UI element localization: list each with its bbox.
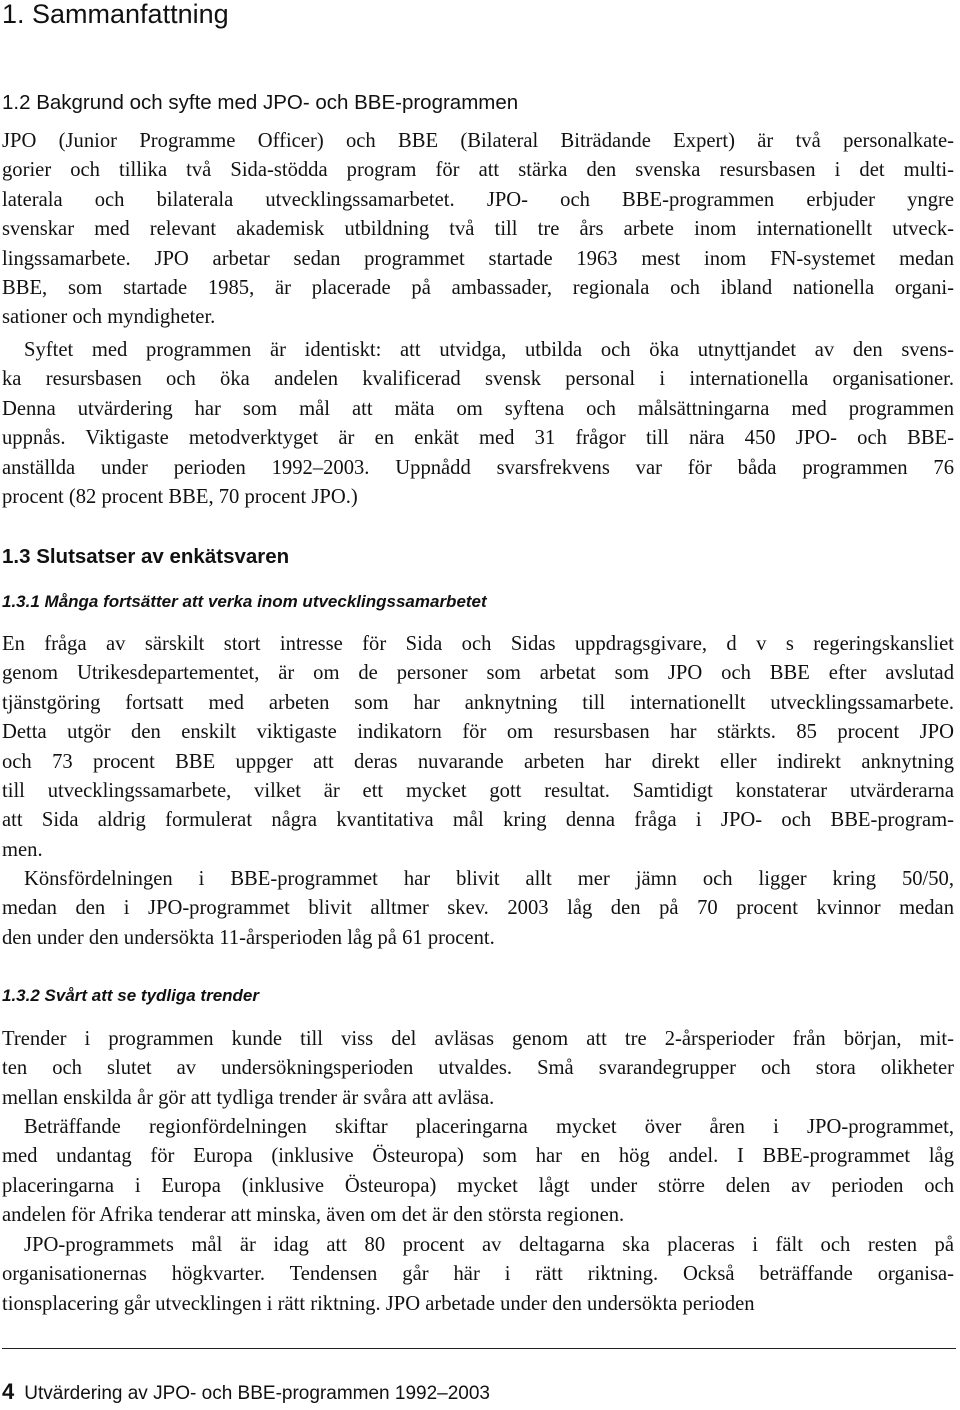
chapter-heading: 1. Sammanfattning [2,0,229,29]
paragraph-background-2 [2,336,954,512]
section-heading-1-2: 1.2 Bakgrund och syfte med JPO- och BBE-programmen [2,91,519,114]
text-line: sationer och myndigheter. [2,306,216,329]
page-footer [2,1379,490,1407]
text-line: JPO-programmets mål är idag att 80 procent av deltagarna ska placeras i fält och resten på [24,1234,954,1256]
text-line: tionsplacering går utvecklingen i rätt riktning. JPO arbetade under den undersökta perioden [2,1292,755,1315]
footer-divider [2,1348,956,1349]
text-line: andelen för Afrika tenderar att minska, även om det är den största regionen. [2,1204,625,1227]
subsection-heading-1-3-1: 1.3.1 Många fortsätter att verka inom utvecklingssamarbetet [2,592,487,611]
text-line: BBE, som startade 1985, är placerade på ambassader, regionala och ibland nationella organi- [2,277,954,300]
text-line: medan den i JPO-programmet blivit alltmer skev. 2003 låg den på 70 procent kvinnor medan [2,897,954,920]
subsection-heading-1-3-2: 1.3.2 Svårt att se tydliga trender [2,986,259,1005]
text-line: procent (82 procent BBE, 70 procent JPO.) [2,486,358,509]
text-line: men. [2,838,43,861]
text-line: genom Utrikesdepartementet, är om de personer som arbetat som JPO och BBE efter avslutad [2,662,954,685]
text-line: organisationernas högkvarter. Tendensen går här i rätt riktning. Också beträffande organisa- [2,1263,954,1286]
text-line: laterala och bilaterala utvecklingssamarbetet. JPO- och BBE-programmen erbjuder yngre [2,188,954,211]
text-line: Beträffande regionfördelningen skiftar placeringarna mycket över åren i JPO-programmet, [24,1116,954,1138]
text-line: Könsfördelningen i BBE-programmet har blivit allt mer jämn och ligger kring 50/50, [24,868,954,890]
text-line: JPO (Junior Programme Officer) och BBE (Bilateral Biträdande Expert) är två personalkate- [2,130,954,152]
text-line: att Sida aldrig formulerat några kvantitativa mål kring denna fråga i JPO- och BBE-program- [2,809,954,832]
paragraph-trends-3 [2,1231,954,1319]
paragraph-results-1 [2,630,954,865]
text-line: lingssamarbete. JPO arbetar sedan programmet startade 1963 mest inom FN-systemet medan [2,247,954,270]
text-line: ten och slutet av undersökningsperioden utvaldes. Små svarandegrupper och stora olikheter [2,1057,954,1080]
paragraph-trends-1 [2,1025,954,1113]
text-line: uppnås. Viktigaste metodverktyget är en enkät med 31 frågor till nära 450 JPO- och BBE- [2,427,954,450]
text-line: placeringarna i Europa (inklusive Östeuropa) mycket lågt under större delen av perioden och [2,1174,954,1197]
text-line: Detta utgör den enskilt viktigaste indikatorn för om resursbasen har stärkts. 85 procent JPO [2,721,954,744]
footer-title: Utvärdering av JPO- och BBE-programmen 1992–2003 [24,1383,490,1404]
text-line: En fråga av särskilt stort intresse för Sida och Sidas uppdragsgivare, d v s regeringskansliet [2,633,954,655]
paragraph-background-1 [2,127,954,333]
page-number: 4 [2,1379,15,1404]
text-line: svenskar med relevant akademisk utbildning två till tre års arbete inom internationellt utveck- [2,218,954,241]
text-line: anställda under perioden 1992–2003. Uppnådd svarsfrekvens var för båda programmen 76 [2,456,954,479]
text-line: den under den undersökta 11-årsperioden låg på 61 procent. [2,926,495,949]
text-line: Denna utvärdering har som mål att mäta om syftena och målsättningarna med programmen [2,397,954,420]
text-line: och 73 procent BBE uppger att deras nuvarande arbeten har direkt eller indirekt anknytning [2,750,954,773]
section-heading-1-3: 1.3 Slutsatser av enkätsvaren [2,545,290,568]
paragraph-results-2 [2,865,954,953]
paragraph-trends-2 [2,1113,954,1231]
text-line: mellan enskilda år gör att tydliga trender är svåra att avläsa. [2,1086,495,1109]
text-line: Syftet med programmen är identiskt: att utvidga, utbilda och öka utnyttjandet av den svens- [24,339,954,361]
text-line: tjänstgöring fortsatt med arbeten som har anknytning till internationellt utvecklingssamarbete. [2,691,954,714]
text-line: ka resursbasen och öka andelen kvalificerad svensk personal i internationella organisationer. [2,368,954,391]
text-line: till utvecklingssamarbete, vilket är ett mycket gott resultat. Samtidigt konstaterar utvärderarna [2,780,954,803]
text-line: med undantag för Europa (inklusive Östeuropa) som har en hög andel. I BBE-programmet låg [2,1145,954,1168]
text-line: gorier och tillika två Sida-stödda program för att stärka den svenska resursbasen i det multi- [2,159,954,182]
text-line: Trender i programmen kunde till viss del avläsas genom att tre 2-årsperioder från början, mit- [2,1028,954,1050]
